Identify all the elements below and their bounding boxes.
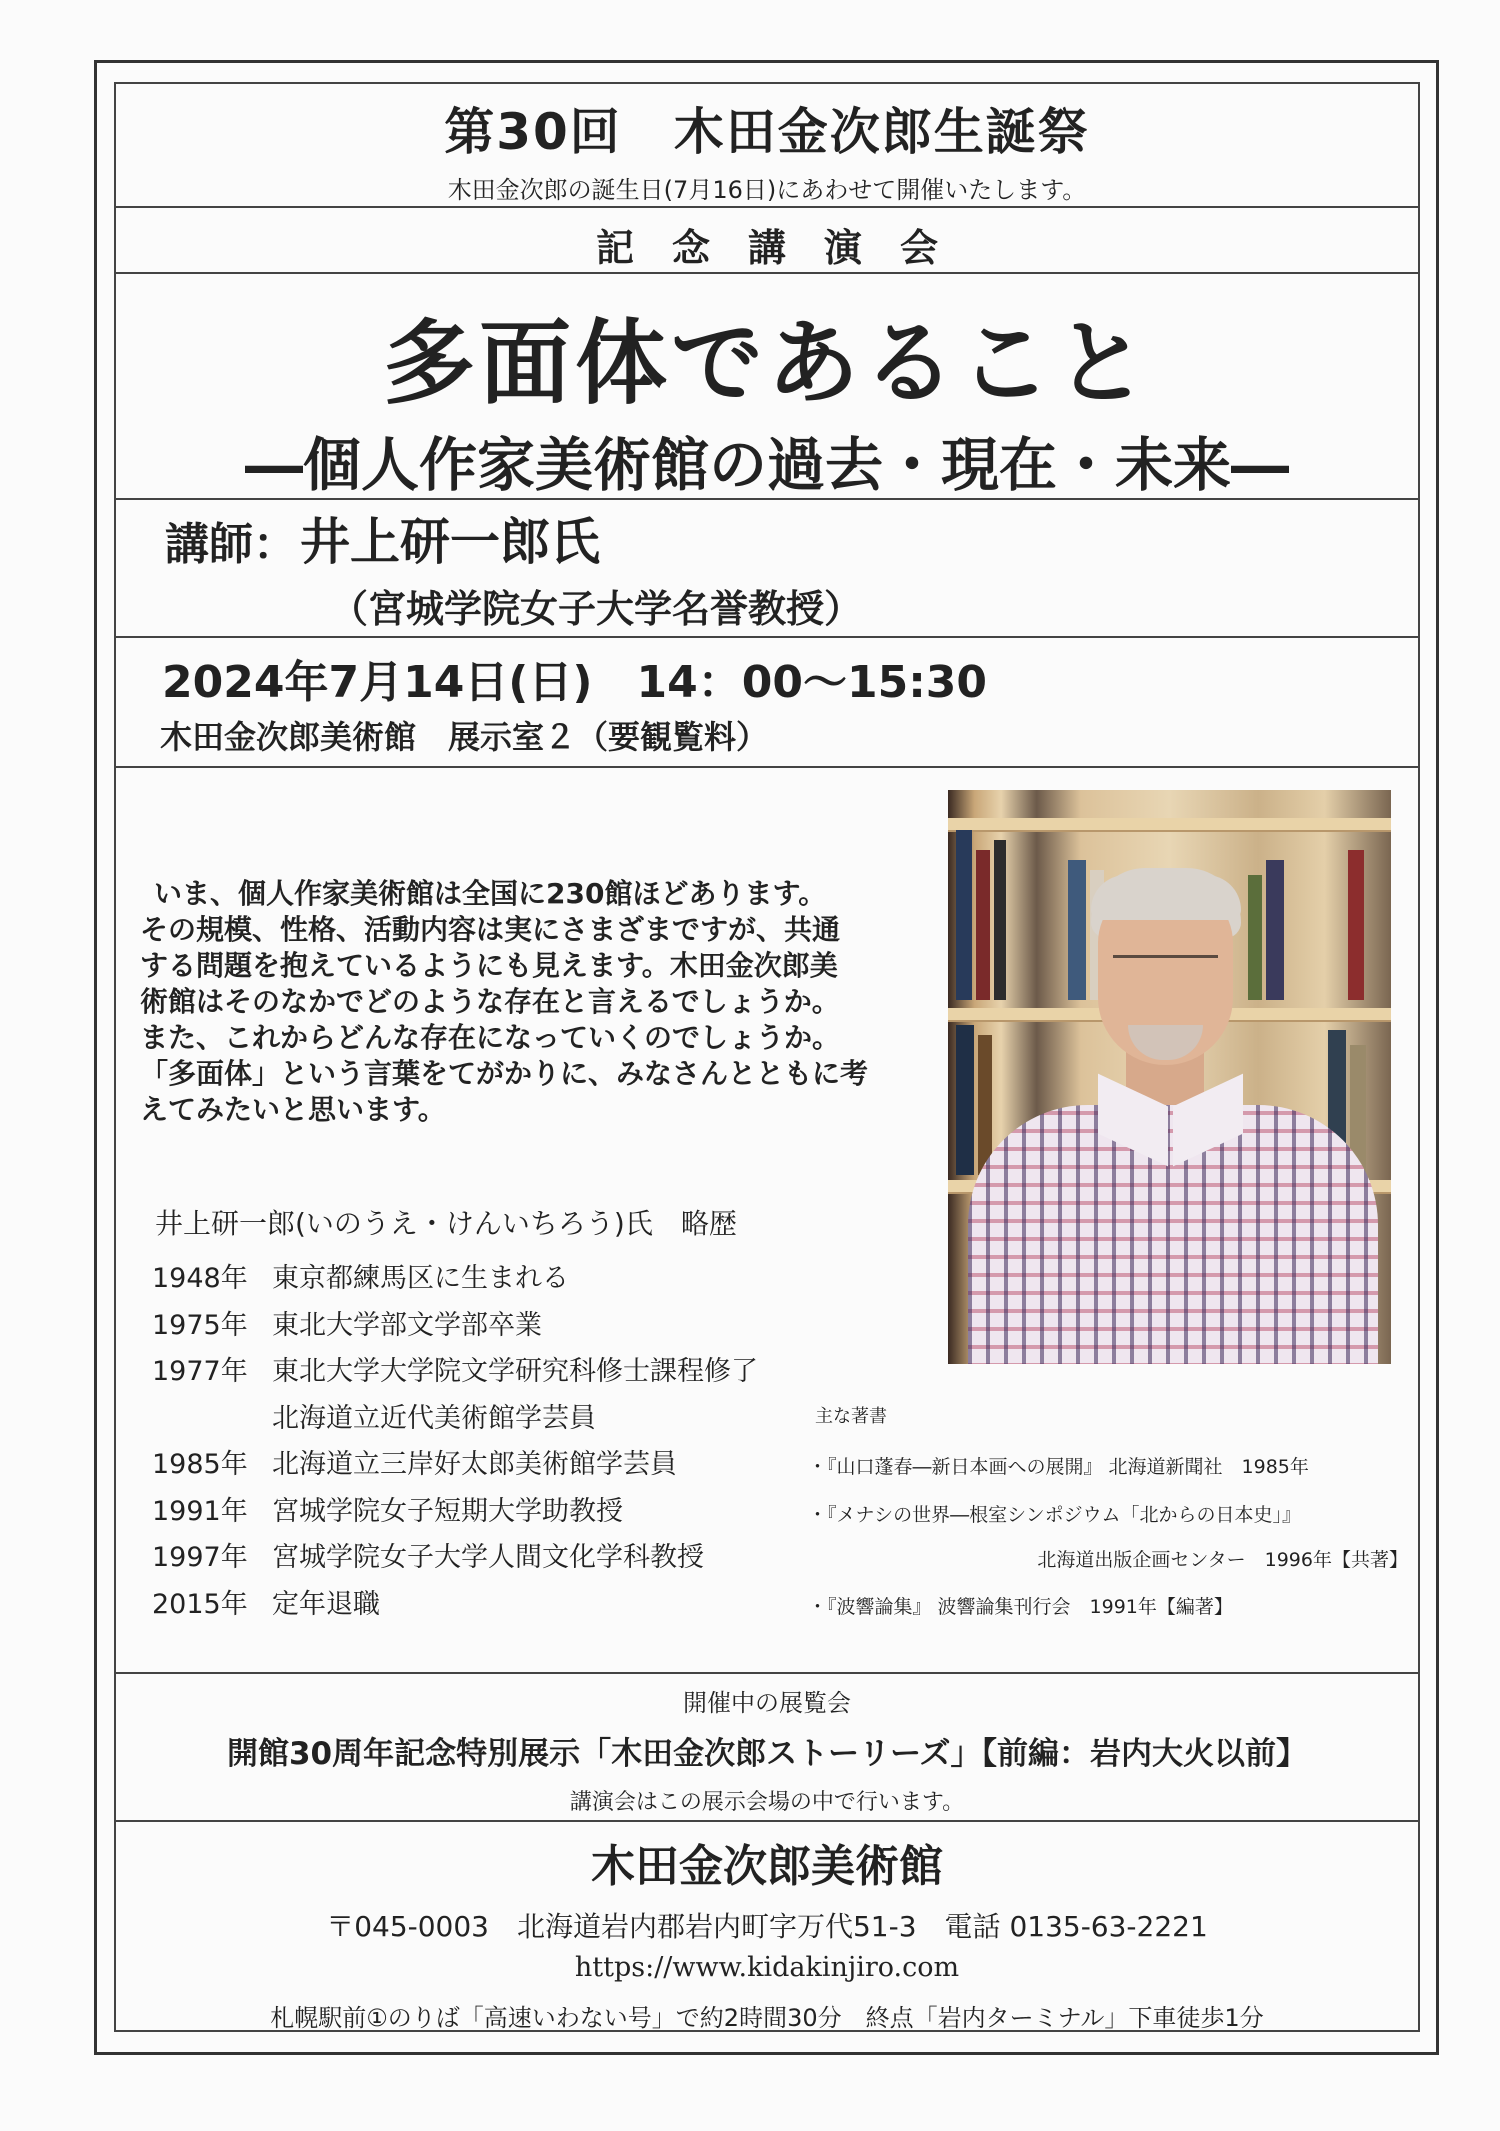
profile-year: 1948年 bbox=[152, 1263, 248, 1294]
description-line: また、これからどんな存在になっていくのでしょうか。 bbox=[140, 1021, 841, 1054]
event-subtitle: 木田金次郎の誕生日(7月16日)にあわせて開催いたします。 bbox=[447, 176, 1087, 204]
works-heading: 主な著書 bbox=[815, 1406, 887, 1427]
profile-heading: 井上研一郎(いのうえ・けんいちろう)氏 略歴 bbox=[155, 1207, 737, 1240]
profile-text: 東京都練馬区に生まれる bbox=[272, 1263, 569, 1294]
profile-year: 1991年 bbox=[152, 1496, 248, 1527]
profile-year: 2015年 bbox=[152, 1589, 248, 1620]
works-item: ・『波響論集』 波響論集刊行会 1991年【編著】 bbox=[808, 1596, 1233, 1618]
description-line: する問題を抱えているようにも見えます。木田金次郎美 bbox=[140, 949, 838, 982]
divider bbox=[114, 1672, 1420, 1674]
works-item: ・『メナシの世界―根室シンポジウム「北からの日本史」』 bbox=[808, 1504, 1301, 1526]
profile-text: 宮城学院女子短期大学助教授 bbox=[272, 1496, 623, 1527]
description-line: 術館はそのなかでどのような存在と言えるでしょうか。 bbox=[140, 985, 840, 1018]
person-glasses bbox=[1113, 955, 1218, 978]
works-item: ・『山口蓬春―新日本画への展開』 北海道新聞社 1985年 bbox=[808, 1456, 1309, 1478]
speaker-label: 講師： bbox=[165, 519, 297, 570]
museum-name: 木田金次郎美術館 bbox=[591, 1841, 943, 1892]
speaker-photo bbox=[948, 790, 1391, 1364]
speaker-affiliation: （宮城学院女子大学名誉教授） bbox=[330, 587, 863, 631]
works-item: 北海道出版企画センター 1996年【共著】 bbox=[1037, 1549, 1408, 1571]
description bbox=[140, 876, 930, 1128]
profile-text: 北海道立近代美術館学芸員 bbox=[272, 1403, 596, 1434]
description-line: その規模、性格、活動内容は実にさまざまですが、共通 bbox=[140, 913, 841, 946]
divider bbox=[114, 636, 1420, 638]
lecture-subtitle: ―個人作家美術館の過去・現在・未来― bbox=[244, 431, 1289, 499]
divider bbox=[114, 1820, 1420, 1822]
event-datetime: 2024年7月14日(日) 14：00～15:30 bbox=[162, 657, 988, 708]
profile-year: 1985年 bbox=[152, 1449, 248, 1480]
lecture-title: 多面体であること bbox=[382, 310, 1151, 417]
divider bbox=[114, 272, 1420, 274]
description-line: 「多面体」という言葉をてがかりに、みなさんとともに考 bbox=[140, 1057, 869, 1090]
museum-address: 〒045-0003 北海道岩内郡岩内町字万代51-3 電話 0135-63-2221 bbox=[326, 1910, 1208, 1943]
exhibition-note: 講演会はこの展示会場の中で行います。 bbox=[569, 1790, 965, 1815]
exhibition-label: 開催中の展覧会 bbox=[683, 1689, 851, 1717]
profile-year: 1977年 bbox=[152, 1356, 248, 1387]
speaker-name: 井上研一郎氏 bbox=[300, 513, 600, 571]
profile-year: 1997年 bbox=[152, 1542, 248, 1573]
shelf bbox=[948, 818, 1391, 832]
profile-text: 北海道立三岸好太郎美術館学芸員 bbox=[272, 1449, 677, 1480]
section-label: 記 念 講 演 会 bbox=[595, 226, 938, 270]
profile-year: 1975年 bbox=[152, 1310, 248, 1341]
divider bbox=[114, 206, 1420, 208]
profile-text: 宮城学院女子大学人間文化学科教授 bbox=[272, 1542, 704, 1573]
profile-text: 東北大学部文学部卒業 bbox=[272, 1310, 542, 1341]
profile-text: 東北大学大学院文学研究科修士課程修了 bbox=[272, 1356, 758, 1387]
divider bbox=[114, 766, 1420, 768]
event-title: 第30回 木田金次郎生誕祭 bbox=[444, 103, 1090, 161]
museum-url[interactable]: https://www.kidakinjiro.com bbox=[574, 1952, 960, 1983]
exhibition-title: 開館30周年記念特別展示「木田金次郎ストーリーズ」【前編：岩内大火以前】 bbox=[226, 1736, 1308, 1772]
event-venue: 木田金次郎美術館 展示室２（要観覧料） bbox=[160, 718, 769, 756]
description-line: えてみたいと思います。 bbox=[140, 1093, 446, 1126]
profile-text: 定年退職 bbox=[272, 1589, 380, 1620]
museum-access: 札幌駅前①のりば「高速いわない号」で約2時間30分 終点「岩内ターミナル」下車徒歩1分 bbox=[270, 2004, 1264, 2032]
description-line: いま、個人作家美術館は全国に230館ほどあります。 bbox=[154, 877, 827, 910]
